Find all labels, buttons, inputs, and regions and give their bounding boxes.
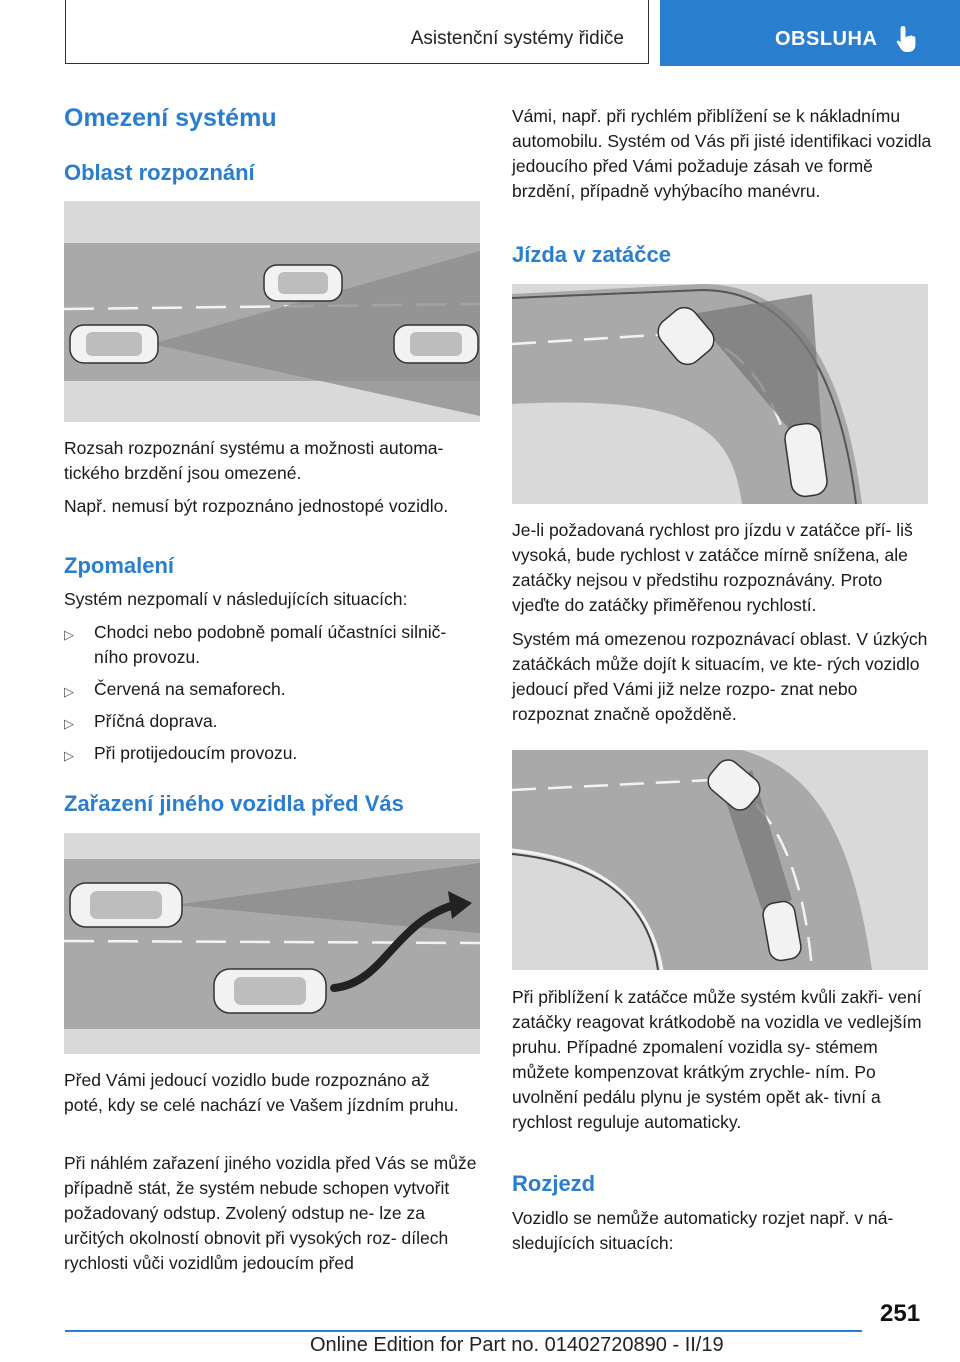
triangle-bullet-icon: ▷	[64, 627, 74, 642]
list-item: ▷ Při protijedoucím provozu.	[64, 741, 480, 766]
figure-curve-1-drawing	[512, 284, 928, 504]
paragraph-cut-in-1: Před Vámi jedoucí vozidlo bude rozpoznáno až poté, kdy se celé nachází ve Vašem jízdním pruhu.	[64, 1070, 459, 1115]
list-item: ▷ Příčná doprava.	[64, 709, 480, 734]
paragraph-single-track: Např. nemusí být rozpoznáno jednostopé vozidlo.	[64, 496, 449, 516]
page-number: 251	[880, 1300, 921, 1327]
paragraph-range: Rozsah rozpoznání systému a možnosti automa- tického brzdění jsou omezené.	[64, 438, 444, 483]
paragraph-start: Vozidlo se nemůže automaticky rozjet např. v ná- sledujících situacích:	[512, 1208, 894, 1253]
paragraph-curve-1: Je-li požadovaná rychlost pro jízdu v zatáčce pří- liš vysoká, bude rychlost v zatáčce mírně snížena, ale zatáčky nejsou v předstihu rozpoznávány. Proto vjeďte do zatáčky přiměřenou rychlostí.	[512, 520, 913, 615]
triangle-bullet-icon: ▷	[64, 748, 74, 763]
figure-cut-in	[64, 833, 480, 1054]
figure-recognition-area	[64, 201, 480, 422]
footer-edition: Online Edition for Part no. 01402720890 - II/19	[310, 1334, 724, 1356]
subtitle-recognition-area: Oblast rozpoznání	[64, 160, 255, 185]
subtitle-curve: Jízda v zatáčce	[512, 242, 671, 267]
triangle-bullet-icon: ▷	[64, 684, 74, 699]
paragraph-curve-2: Systém má omezenou rozpoznávací oblast. V úzkých zatáčkách může dojít k situacím, ve kte- rých vozidlo jedoucí před Vámi již nelze rozpo- znat nebo rozpoznat značně opožděně.	[512, 629, 928, 724]
car-icon	[394, 325, 478, 363]
paragraph-slowdown-intro: Systém nezpomalí v následujících situacích:	[64, 589, 408, 609]
figure-cut-in-drawing	[64, 833, 480, 1054]
section-title-system-limits: Omezení systému	[64, 104, 277, 132]
subtitle-start: Rozjezd	[512, 1171, 596, 1196]
list-item: ▷ Chodci nebo podobně pomalí účastníci silnič- ního provozu.	[64, 622, 447, 667]
figure-curve-2-drawing	[512, 750, 928, 970]
pointing-hand-icon	[895, 24, 921, 54]
footer-rule	[65, 1330, 862, 1332]
header-section-title: Asistenční systémy řidiče	[410, 28, 624, 49]
car-icon	[70, 883, 182, 927]
paragraph-continuation: Vámi, např. při rychlém přiblížení se k nákladnímu automobilu. Systém od Vás při jisté identifikaci vozidla jedoucího před Vámi požaduje zásah ve formě brzdění, případně vyhýbacího manévru.	[512, 106, 932, 201]
subtitle-cut-in: Zařazení jiného vozidla před Vás	[64, 791, 404, 816]
car-icon	[264, 265, 342, 301]
figure-curve-1	[512, 284, 928, 504]
triangle-bullet-icon: ▷	[64, 716, 74, 731]
paragraph-curve-3: Při přiblížení k zatáčce může systém kvůli zakři- vení zatáčky reagovat krátkodobě na vozidla ve vedlejším pruhu. Případné zpomalení vozidla sy- stémem můžete kompenzovat krátkým zrychle- ním. Po uvolnění pedálu plynu je systém opět ak- tivní a rychlost reguluje automaticky.	[512, 987, 922, 1132]
figure-curve-2	[512, 750, 928, 970]
car-icon	[214, 969, 326, 1013]
paragraph-cut-in-2: Při náhlém zařazení jiného vozidla před Vás se může případně stát, že systém nebude schopen vytvořit požadovaný odstup. Zvolený odstup ne- lze za určitých okolností obnovit při vysokých roz- dílech rychlosti vůči vozidlům jedoucím před	[64, 1153, 477, 1273]
figure-recognition-area-drawing	[64, 201, 480, 422]
subtitle-slowdown: Zpomalení	[64, 553, 175, 578]
header-tab-label: OBSLUHA	[775, 28, 878, 50]
list-item: ▷ Červená na semaforech.	[64, 677, 480, 702]
car-icon	[70, 325, 158, 363]
header-tab[interactable]	[660, 0, 960, 66]
